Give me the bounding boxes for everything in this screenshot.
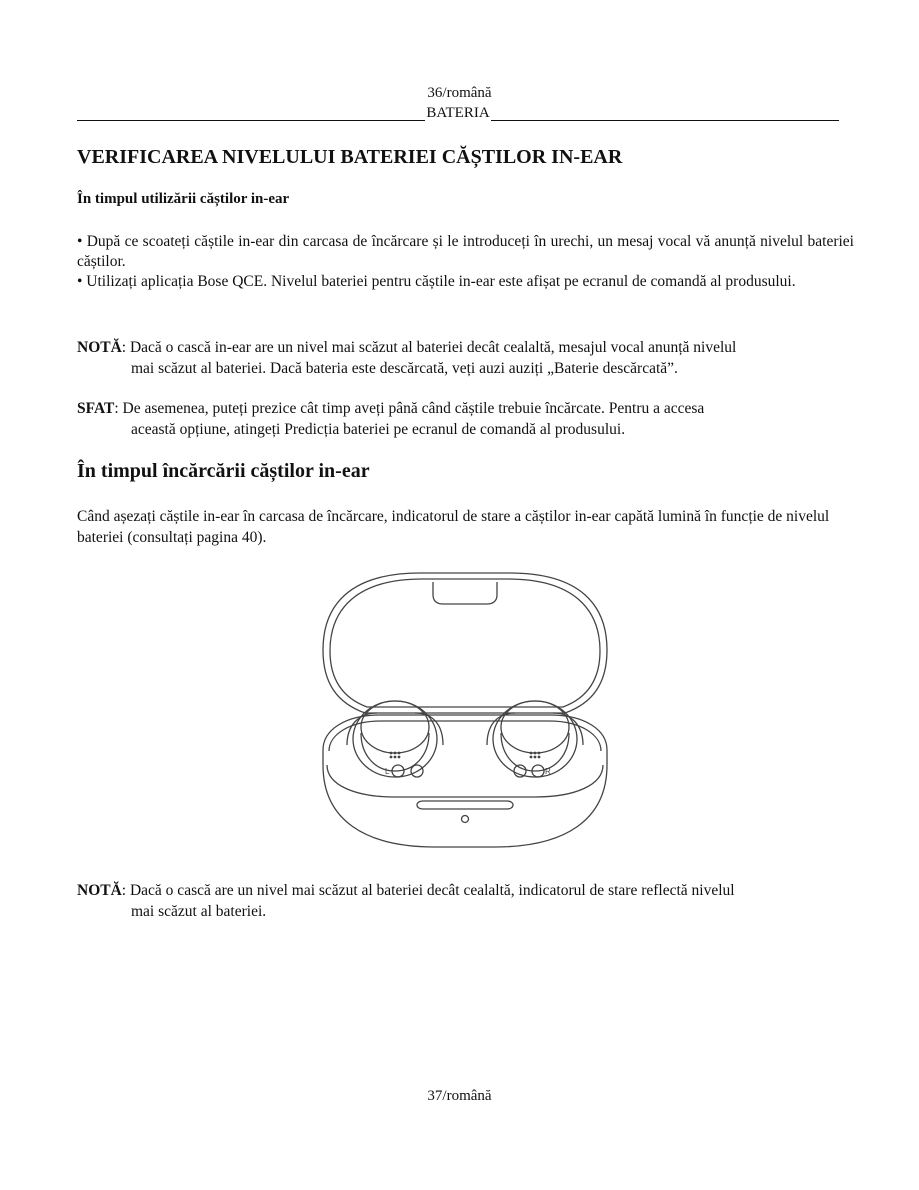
right-marking: R [545,767,551,776]
note-label: NOTĂ [77,339,122,356]
tip-text-continued: această opțiune, atingeți Predicția bateriei pe ecranul de comandă al produsului. [131,421,626,438]
note-text-continued: mai scăzut al bateriei. Dacă bateria este descărcată, veți auzi auziți „Baterie descărcată”. [131,360,678,377]
page-number-top: 36/română [427,85,492,101]
header-rule-left [77,120,425,121]
note-block [77,880,854,922]
tip-text: : De asemenea, puteți prezice cât timp aveți până când căștile trebuie încărcate. Pentru a accesa [114,400,705,417]
page-title: VERIFICAREA NIVELULUI BATERIEI CĂȘTILOR IN-EAR [77,146,623,168]
note-label: NOTĂ [77,882,122,899]
section-title: BATERIA [426,105,490,121]
bullet-item: • După ce scoateți căștile in-ear din carcasa de încărcare și le introduceți în urechi, un mesaj vocal vă anunță nivelul bateriei căștilor. [77,233,854,270]
earbuds-charging-case-icon [315,565,615,855]
tip-label: SFAT [77,400,115,417]
note-text: : Dacă o cască are un nivel mai scăzut al bateriei decât cealaltă, indicatorul de stare reflectă nivelul [121,882,735,899]
note-text-continued: mai scăzut al bateriei. [131,903,267,920]
section-header [77,103,839,123]
page-number-bottom: 37/română [427,1088,492,1104]
case-base-outer [323,715,607,847]
header-rule-right [491,120,839,121]
case-front-groove [417,801,513,809]
bullet-list [77,232,854,292]
charging-paragraph: Când așezați căștile in-ear în carcasa de încărcare, indicatorul de stare a căștilor in-ear capătă lumină în funcție de nivelul bateriei (consultați pagina 40). [77,508,830,546]
note-block [77,337,854,379]
status-indicator-icon [462,816,469,823]
subheading-during-use: În timpul utilizării căștilor in-ear [77,191,290,207]
subheading-while-charging: În timpul încărcării căștilor in-ear [77,460,370,482]
case-lid-outer [323,573,607,713]
lid-notch [433,582,497,604]
left-marking: L [385,767,390,776]
case-lid-inner [330,579,600,707]
note-text: : Dacă o cască in-ear are un nivel mai scăzut al bateriei decât cealaltă, mesajul vocal anunță nivelul [121,339,737,356]
tip-block [77,398,854,440]
case-base-edge [327,765,603,797]
bullet-item: • Utilizați aplicația Bose QCE. Nivelul bateriei pentru căștile in-ear este afișat pe ecranul de comandă al produsului. [77,273,796,290]
case-base-rim [329,721,601,751]
